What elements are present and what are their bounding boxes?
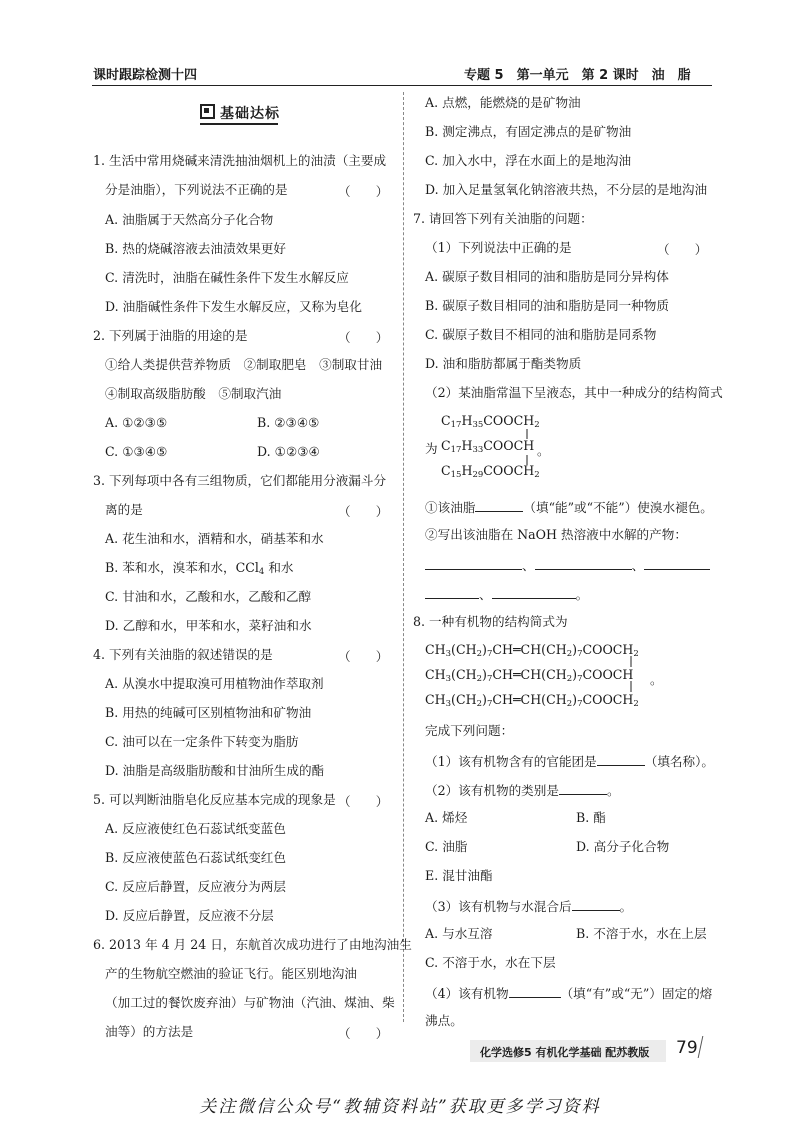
q7-products-line1: 、 、 — [425, 555, 710, 575]
footer-book-title: 化学选修5 有机化学基础 配苏教版 — [480, 1046, 650, 1059]
q1-option-a: A. 油脂属于天然高分子化合物 — [105, 212, 274, 227]
q3-line2: 离的是 — [105, 502, 143, 517]
q4-option-d: D. 油脂是高级脂肪酸和甘油所生成的酯 — [105, 763, 325, 778]
q7-option-b: B. 碳原子数目相同的油和脂肪是同一种物质 — [425, 298, 669, 313]
q3-option-c: C. 甘油和水，乙酸和水，乙酸和乙醇 — [105, 589, 312, 604]
q8-line1: 8. 一种有机物的结构简式为 — [413, 614, 568, 629]
q8-option-b: B. 酯 — [576, 810, 606, 825]
header-right: 专题 5 第一单元 第 2 课时 油 脂 — [464, 68, 691, 83]
q2-line2: ①给人类提供营养物质 ②制取肥皂 ③制取甘油 — [105, 357, 383, 372]
q5-line1: 5. 可以判断油脂皂化反应基本完成的现象是 — [93, 792, 336, 807]
q2-option-b: B. ②③④⑤ — [257, 415, 320, 430]
q8-part2-blank[interactable] — [559, 780, 607, 795]
q6-answer-paren: （ ） — [338, 1026, 389, 1041]
q2-answer-paren: （ ） — [338, 330, 389, 345]
q8-option-e: E. 混甘油酯 — [425, 868, 493, 883]
q8-part2: （2）该有机物的类别是 。 — [425, 780, 620, 800]
q7-formula-period: 。 — [537, 443, 550, 458]
q3-option-a: A. 花生油和水，酒精和水，硝基苯和水 — [105, 531, 324, 546]
q2-option-d: D. ①②③④ — [257, 444, 320, 459]
q4-option-c: C. 油可以在一定条件下转变为脂肪 — [105, 734, 299, 749]
q7-option-c: C. 碳原子数目不相同的油和脂肪是同系物 — [425, 327, 657, 342]
q8-formula-row3: $CH_3(CH_2)_7CH═CH(CH_2)_7COOCH_2$ — [425, 692, 639, 709]
q6-line2: 产的生物航空燃油的验证飞行。能区别地沟油 — [105, 966, 357, 981]
page-number-slash — [698, 1036, 704, 1058]
q7-product-blank-3[interactable] — [644, 555, 710, 570]
column-divider — [403, 92, 404, 1022]
q7-answer-paren: （ ） — [657, 242, 708, 257]
q3-option-d: D. 乙醇和水，甲苯和水，菜籽油和水 — [105, 618, 312, 633]
q8-line2: 完成下列问题： — [425, 723, 514, 738]
q1-line2: 分是油脂），下列说法不正确的是 — [105, 182, 288, 197]
q6-option-b: B. 测定沸点，有固定沸点的是矿物油 — [425, 124, 632, 139]
q8-option-a: A. 烯烃 — [425, 810, 468, 825]
q8-part4-cont: 沸点。 — [425, 1013, 463, 1028]
q7-products-line2: 、 。 — [425, 584, 588, 604]
q7-product-blank-5[interactable] — [492, 584, 576, 599]
q1-option-c: C. 清洗时，油脂在碱性条件下发生水解反应 — [105, 270, 349, 285]
q4-line1: 4. 下列有关油脂的叙述错误的是 — [93, 647, 273, 662]
q4-answer-paren: （ ） — [338, 649, 389, 664]
q6-option-d: D. 加入足量氢氧化钠溶液共热，不分层的是地沟油 — [425, 182, 708, 197]
q7-product-blank-1[interactable] — [425, 555, 522, 570]
q1-option-d: D. 油脂碱性条件下发生水解反应，又称为皂化 — [105, 299, 362, 314]
q6-option-c: C. 加入水中，浮在水面上的是地沟油 — [425, 153, 632, 168]
q4-option-a: A. 从溴水中提取溴可用植物油作萃取剂 — [105, 676, 324, 691]
q8-option-c: C. 油脂 — [425, 839, 468, 854]
q7-formula-row3: $C_{15}H_{29}COOCH_2$ — [441, 463, 540, 480]
q7-product-blank-2[interactable] — [535, 555, 632, 570]
q5-option-a: A. 反应液使红色石蕊试纸变蓝色 — [105, 821, 286, 836]
q3-answer-paren: （ ） — [338, 504, 389, 519]
q6-option-a: A. 点燃，能燃烧的是矿物油 — [425, 95, 581, 110]
q6-line3: （加工过的餐饮废弃油）与矿物油（汽油、煤油、柴 — [105, 995, 395, 1010]
q5-answer-paren: （ ） — [338, 794, 389, 809]
q7-sub1: ①该油脂 （填“能”或“不能”）使溴水褪色。 — [425, 497, 713, 517]
q2-line3: ④制取高级脂肪酸 ⑤制取汽油 — [105, 386, 282, 401]
q2-option-c: C. ①③④⑤ — [105, 444, 168, 459]
q7-line1: 7. 请回答下列有关油脂的问题： — [413, 211, 593, 226]
q6-line4: 油等）的方法是 — [105, 1024, 194, 1039]
q7-option-d: D. 油和脂肪都属于酯类物质 — [425, 356, 582, 371]
q8-part3-blank[interactable] — [572, 896, 620, 911]
q1-answer-paren: （ ） — [338, 184, 389, 199]
q3-line1: 3. 下列每项中各有三组物质，它们都能用分液漏斗分 — [93, 473, 387, 488]
q7-part2: （2）某油脂常温下呈液态，其中一种成分的结构简式 — [425, 385, 723, 400]
header-rule — [92, 85, 712, 86]
q3-option-b: B. 苯和水，溴苯和水，CCl$_4$ 和水 — [105, 560, 294, 577]
q8-part1-blank[interactable] — [597, 751, 645, 766]
q6-line1: 6. 2013 年 4 月 24 日，东航首次成功进行了由地沟油生 — [93, 937, 412, 952]
q1-line1: 1. 生活中常用烧碱来清洗抽油烟机上的油渍（主要成 — [93, 153, 387, 168]
section-underline — [200, 123, 278, 125]
q7-formula-row1: $C_{17}H_{35}COOCH_2$ — [441, 413, 540, 430]
q7-formula-bonds — [515, 425, 535, 475]
q8-option-d: D. 高分子化合物 — [576, 839, 670, 854]
q7-option-a: A. 碳原子数目相同的油和脂肪是同分异构体 — [425, 269, 669, 284]
q8-formula-row1: $CH_3(CH_2)_7CH═CH(CH_2)_7COOCH_2$ — [425, 642, 639, 659]
q7-formula-row2: $C_{17}H_{33}COOCH$ — [441, 438, 535, 455]
page-number: 79 — [676, 1038, 698, 1058]
header-left: 课时跟踪检测十四 — [93, 68, 198, 83]
q8-part3-option-a: A. 与水互溶 — [425, 926, 493, 941]
section-square-icon — [200, 104, 215, 119]
q7-formula-wei: 为 — [425, 441, 438, 456]
q8-formula-bonds — [620, 652, 640, 702]
q7-sub1-blank[interactable] — [475, 497, 523, 512]
q2-option-a: A. ①②③⑤ — [105, 415, 168, 430]
q7-part1: （1）下列说法中正确的是 — [425, 240, 572, 255]
q5-option-d: D. 反应后静置，反应液不分层 — [105, 908, 274, 923]
q7-sub2: ②写出该油脂在 NaOH 热溶液中水解的产物： — [425, 527, 687, 542]
q8-part4: （4）该有机物 （填“有”或“无”）固定的熔 — [425, 983, 712, 1003]
q8-formula-row2: $CH_3(CH_2)_7CH═CH(CH_2)_7COOCH$ — [425, 667, 634, 684]
q5-option-b: B. 反应液使蓝色石蕊试纸变红色 — [105, 850, 286, 865]
section-title: 基础达标 — [200, 103, 280, 123]
q8-part3-option-b: B. 不溶于水，水在上层 — [576, 926, 707, 941]
q8-formula-period: 。 — [650, 672, 663, 687]
q1-option-b: B. 热的烧碱溶液去油渍效果更好 — [105, 241, 286, 256]
q8-part3-option-c: C. 不溶于水，水在下层 — [425, 955, 556, 970]
q5-option-c: C. 反应后静置，反应液分为两层 — [105, 879, 286, 894]
q4-option-b: B. 用热的纯碱可区别植物油和矿物油 — [105, 705, 312, 720]
q2-line1: 2. 下列属于油脂的用途的是 — [93, 328, 248, 343]
promo-banner: 关注微信公众号“教辅资料站”获取更多学习资料 — [199, 1097, 601, 1117]
q8-part3: （3）该有机物与水混合后 。 — [425, 896, 632, 916]
q7-product-blank-4[interactable] — [425, 584, 479, 599]
q8-part1: （1）该有机物含有的官能团是 （填名称）。 — [425, 751, 714, 771]
q8-part4-blank[interactable] — [509, 983, 561, 998]
